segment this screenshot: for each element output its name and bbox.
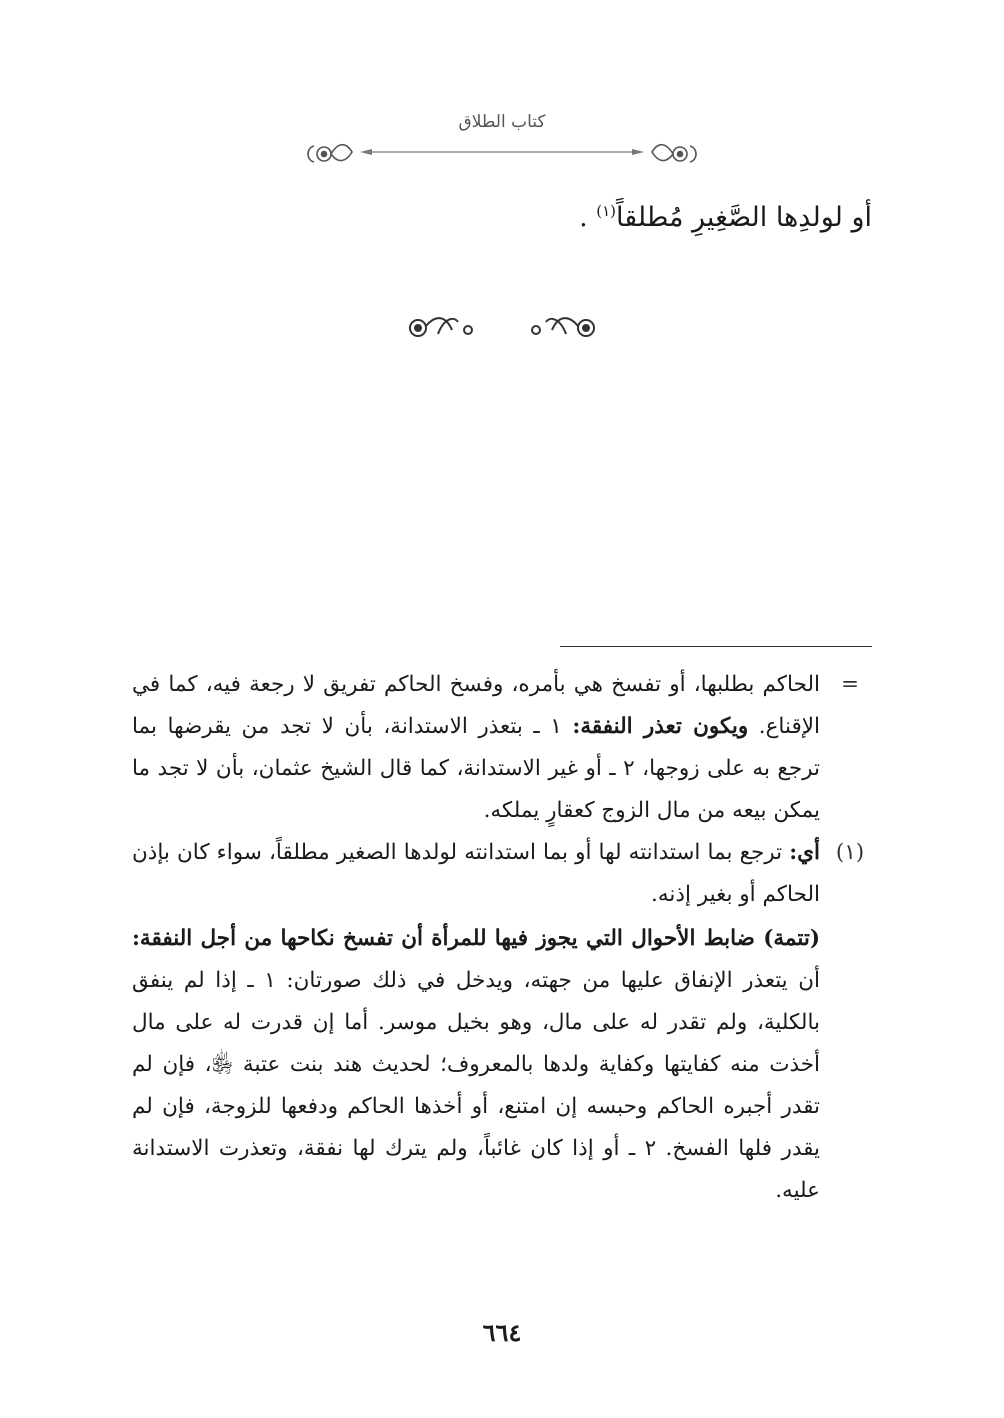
- page-number: ٦٦٤: [482, 1318, 522, 1347]
- running-header: [300, 112, 704, 172]
- header-title: كتاب الطلاق: [458, 112, 546, 132]
- section-divider-ornament-icon: [392, 308, 612, 344]
- footnote-1-text: [132, 832, 820, 916]
- tatimma-heading: (تتمة) ضابط الأحوال التي يجوز فيها للمرأة أن تفسخ نكاحها من أجل النفقة:: [132, 926, 820, 951]
- continuation-text-part1: الحاكم بطلبها، أو تفسخ هي بأمره، وفسخ الحاكم تفريق لا رجعة فيه، كما في الإقناع.: [132, 672, 820, 739]
- footnotes-section: [132, 664, 872, 1212]
- footnote-1-marker[interactable]: (١): [835, 840, 865, 865]
- main-text-line: [132, 198, 872, 238]
- main-text: أو لولدِها الصَّغِيرِ مُطلقاً: [616, 202, 872, 233]
- footnote-1-body: ترجع بما استدانته لها أو بما استدانته لولدها الصغير مطلقاً، سواء كان بإذن الحاكم أو بغير إذنه.: [132, 840, 820, 907]
- footnote-separator: [560, 646, 872, 647]
- continuation-text: [132, 664, 820, 832]
- continuation-text-part2: ١ ـ بتعذر الاستدانة، بأن لا تجد من يقرضها بما ترجع به على زوجها، ٢ ـ أو غير الاستدانة، كما قال الشيخ عثمان، بأن لا تجد ما يمكن بيعه من مال الزوج كعقارٍ يملكه.: [132, 714, 820, 823]
- continuation-marker: =: [840, 672, 859, 697]
- footnote-continuation: [132, 664, 872, 832]
- header-ornament-icon: [300, 138, 704, 172]
- tatimma-body: أن يتعذر الإنفاق عليها من جهته، ويدخل في ذلك صورتان: ١ ـ إذا لم ينفق بالكلية، ولم تقدر له على مال، وهو بخيل موسر. أما إن قدرت له على مال أخذت منه كفايتها وكفاية ولدها بالمعروف؛ لحديث هند بنت عتبة ﵂، فإن لم تقدر أجبره الحاكم وحبسه إن امتنع، أو أخذها الحاكم ودفعها للزوجة، فإن لم يقدر فلها الفسخ. ٢ ـ أو إذا كان غائباً، ولم يترك لها نفقة، وتعذرت الاستدانة عليه.: [132, 968, 820, 1203]
- continuation-bold-term: ويكون تعذر النفقة:: [572, 714, 749, 739]
- footnote-1: [132, 832, 872, 916]
- footnote-1-bold: أي:: [789, 840, 820, 865]
- tatimma-paragraph: [132, 918, 872, 1212]
- footnote-reference[interactable]: (١): [596, 202, 617, 220]
- main-text-end: .: [579, 202, 597, 233]
